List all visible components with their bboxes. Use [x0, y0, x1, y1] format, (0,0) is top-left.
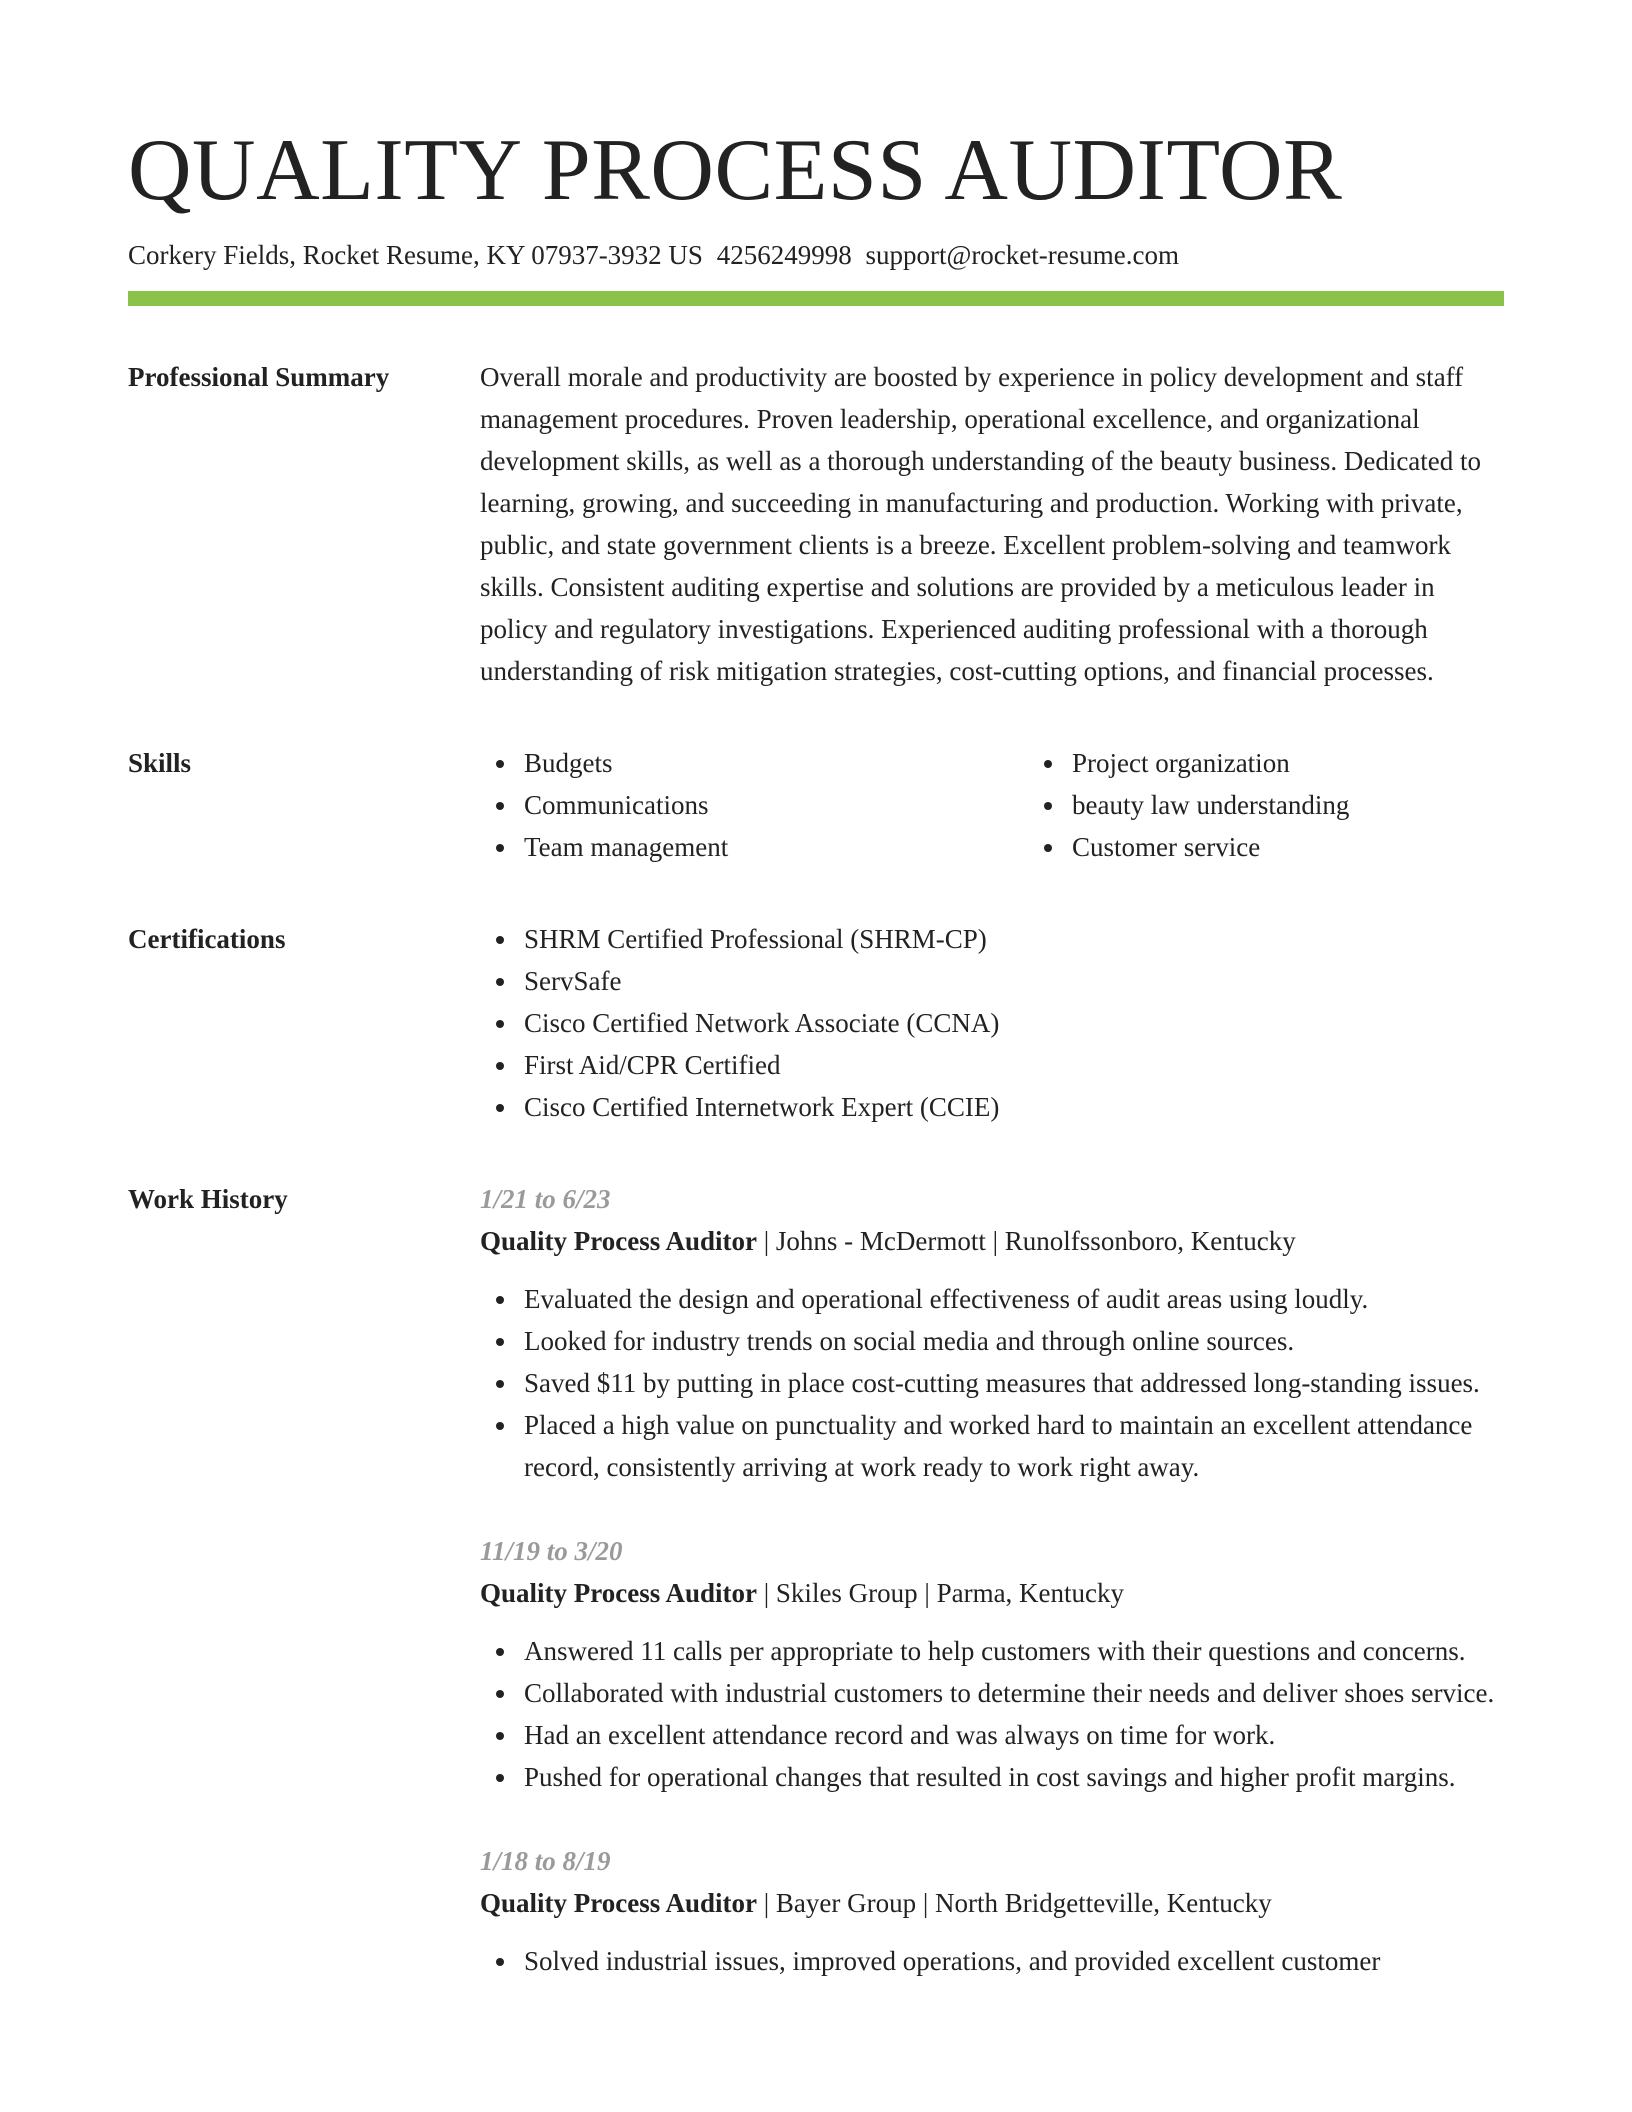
certifications-label: Certifications	[128, 924, 286, 954]
work-history-body	[480, 1178, 1504, 2024]
skill-item: Communications	[524, 784, 984, 826]
contact-email: support@rocket-resume.com	[865, 240, 1179, 270]
skill-item: Project organization	[1072, 742, 1532, 784]
job-duty: Solved industrial issues, improved operations, and provided excellent customer	[524, 1940, 1504, 1982]
certifications-section	[128, 918, 1504, 1128]
job-duty: Looked for industry trends on social media and through online sources.	[524, 1320, 1504, 1362]
skill-item: Customer service	[1072, 826, 1532, 868]
skill-item: beauty law understanding	[1072, 784, 1532, 826]
job-heading	[480, 1882, 1504, 1924]
certifications-body	[480, 918, 1504, 1128]
job-title: Quality Process Auditor	[480, 1578, 758, 1608]
contact-address: Corkery Fields, Rocket Resume, KY 07937-3932 US	[128, 240, 703, 270]
resume-page	[128, 0, 1504, 2024]
job-title: Quality Process Auditor	[480, 1888, 758, 1918]
job-dates: 1/18 to 8/19	[480, 1846, 611, 1876]
job-duty: Placed a high value on punctuality and worked hard to maintain an excellent attendance record, consistently arriving at work ready to work right away.	[524, 1404, 1504, 1488]
work-history-section	[128, 1178, 1504, 2024]
job-employer-location: | Skiles Group | Parma, Kentucky	[757, 1578, 1125, 1608]
job-entry	[480, 1840, 1504, 1982]
skill-item: Budgets	[524, 742, 984, 784]
skills-label: Skills	[128, 748, 192, 778]
accent-divider	[128, 291, 1504, 306]
job-duty: Collaborated with industrial customers to determine their needs and deliver shoes service.	[524, 1672, 1504, 1714]
work-history-label: Work History	[128, 1184, 288, 1214]
job-duties-list	[480, 1278, 1504, 1488]
job-duty: Evaluated the design and operational effectiveness of audit areas using loudly.	[524, 1278, 1504, 1320]
certification-item: Cisco Certified Internetwork Expert (CCIE)	[524, 1086, 1504, 1128]
job-dates: 1/21 to 6/23	[480, 1184, 611, 1214]
job-duty: Pushed for operational changes that resulted in cost savings and higher profit margins.	[524, 1756, 1504, 1798]
contact-phone: 4256249998	[716, 240, 852, 270]
job-heading	[480, 1220, 1504, 1262]
job-duty: Had an excellent attendance record and was always on time for work.	[524, 1714, 1504, 1756]
job-heading	[480, 1572, 1504, 1614]
job-duties-list	[480, 1940, 1504, 1982]
job-entry	[480, 1178, 1504, 1488]
summary-text: Overall morale and productivity are boosted by experience in policy development and staff management procedures. Proven leadership, operational excellence, and organizational development skills, as well as a thorough understanding of the beauty business. Dedicated to learning, growing, and succeeding in manufacturing and production. Working with private, public, and state government clients is a breeze. Excellent problem-solving and teamwork skills. Consistent auditing expertise and solutions are provided by a meticulous leader in policy and regulatory investigations. Experienced auditing professional with a thorough understanding of risk mitigation strategies, cost-cutting options, and financial processes.	[480, 362, 1482, 686]
job-entry	[480, 1530, 1504, 1798]
contact-line	[128, 238, 1504, 272]
summary-section	[128, 356, 1504, 692]
certification-item: ServSafe	[524, 960, 1504, 1002]
job-duties-list	[480, 1630, 1504, 1798]
resume-title: QUALITY PROCESS AUDITOR	[128, 122, 1343, 219]
skills-columns	[480, 742, 1532, 868]
job-duty: Answered 11 calls per appropriate to help customers with their questions and concerns.	[524, 1630, 1504, 1672]
job-duty: Saved $11 by putting in place cost-cutting measures that addressed long-standing issues.	[524, 1362, 1504, 1404]
skills-list-right	[1028, 742, 1532, 868]
certification-item: SHRM Certified Professional (SHRM-CP)	[524, 918, 1504, 960]
summary-label: Professional Summary	[128, 362, 390, 392]
certification-item: Cisco Certified Network Associate (CCNA)	[524, 1002, 1504, 1044]
job-dates: 11/19 to 3/20	[480, 1536, 623, 1566]
skill-item: Team management	[524, 826, 984, 868]
skills-section	[128, 742, 1504, 868]
certifications-list	[480, 918, 1504, 1128]
job-employer-location: | Johns - McDermott | Runolfssonboro, Kentucky	[757, 1226, 1296, 1256]
job-employer-location: | Bayer Group | North Bridgetteville, Kentucky	[757, 1888, 1272, 1918]
skills-body	[480, 742, 1532, 868]
job-title: Quality Process Auditor	[480, 1226, 758, 1256]
summary-body	[480, 356, 1504, 692]
certification-item: First Aid/CPR Certified	[524, 1044, 1504, 1086]
skills-list-left	[480, 742, 984, 868]
